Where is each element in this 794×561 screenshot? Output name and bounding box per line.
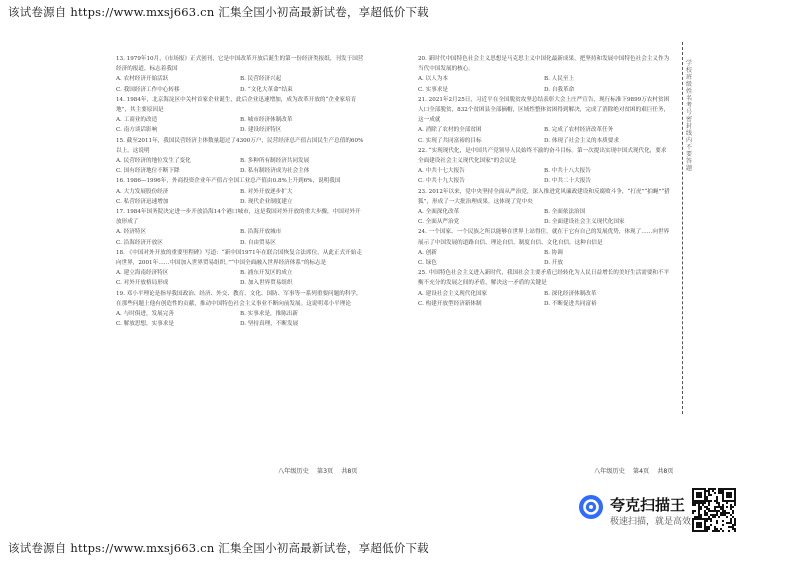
question-item [418,187,670,228]
answer-option: B. 多种所有制经济共同发展 [240,158,310,165]
question-stem: 15. 截至2011年，我国民营经济主体数量超过了4300万户，民营经济总产值占国民生产总值的60%以上。这说明 [116,137,364,154]
answer-option: A. 建立海南经济特区 [116,270,169,277]
answer-options [418,248,670,268]
question-item [418,146,670,187]
answer-option: A. 经济特区 [116,229,146,236]
right-page [418,54,670,309]
answer-option: B. 沿海开放城市 [240,229,282,236]
answer-option: B. 完成了农村经济改革任务 [544,127,614,134]
answer-option: C. 中共十九大报告 [418,178,465,185]
answer-option: A. 全面深化改革 [418,209,460,216]
question-stem: 19. 邓小平理论是指导我国政治、经济、外交、教育、文化、国防、军事等一系列重要问题的科学，在那些问题上他有创造性的贡献，推动中国特色社会主义事业不断向前发展。这说明邓小平理论 [116,290,362,307]
answer-option: B. 协调 [544,249,563,256]
page-total: 共8页 [657,468,674,475]
answer-option: C. 实现了共同富裕的目标 [418,137,482,144]
answer-option: D. 不断促进共同富裕 [544,300,597,307]
answer-option: A. 工商业的改造 [116,117,158,124]
question-item [116,207,364,248]
answer-option: A. 民营经济的地位发生了变化 [116,158,191,165]
answer-option: B. 对外开放逐步扩大 [240,188,293,195]
quark-logo-icon [578,494,604,520]
answer-option: C. 私营经济迅速增加 [116,198,169,205]
question-item [116,54,364,95]
question-item [418,268,670,309]
answer-option: A. 中共十七大报告 [418,168,465,175]
question-stem: 22. “实现现代化，是中国共产党领导人民始终不渝的奋斗目标。第一次提出实现中国式现代化，要求全面建设社会主义现代化国家”的会议是 [418,147,667,165]
seal-line [682,42,683,414]
answer-option: D. 全面建设社会主义现代化国家 [544,219,625,226]
answer-options [116,156,364,176]
qr-code-icon [692,488,736,532]
question-stem: 16. 1986—1996年，外商投资企业年产值占全国工业总产值由0.8%上升到6%，说明我国 [116,178,341,185]
subject-label: 八年级历史 [594,468,625,475]
answer-option: D. 开放 [544,260,564,267]
question-item [116,136,364,177]
subject-label: 八年级历史 [278,468,309,475]
question-stem: 13. 1979年10月，《市场报》正式创刊，它是中国改革开放后诞生的第一份经济类报纸，刊发于国营经济的报道，标志着我国 [116,56,364,73]
answer-option: C. 对外开放格局形成 [116,280,169,287]
question-stem: 23. 2012年以来，党中央坚持全面从严治党，深入推进党风廉政建设和反腐败斗争，“打虎”“拍蝇”“猎狐”，形成了一大批治理成果。这体现了党中央 [418,188,670,205]
question-item [116,95,364,136]
question-item [116,176,364,207]
answer-option: D. 建设经济特区 [240,127,282,134]
answer-option: C. 南方谈话影响 [116,127,158,134]
answer-option: B. 全面依法治国 [544,209,586,216]
answer-option: C. 实事求是 [418,86,449,93]
answer-option: D. 私有制经济成为社会主体 [240,168,310,175]
question-stem: 17. 1984年国务院决定进一步开放沿海14个港口城市，这是我国对外开放的重大步骤，中国对外开放形成了 [116,209,361,226]
answer-option: C. 构建开放型经济新体制 [418,300,482,307]
page-number: 第4页 [632,468,650,475]
answer-options [116,309,364,329]
answer-option: A. 与时俱进，发展完善 [116,311,174,318]
answer-option: A. 消除了农村的全部贫困 [418,127,482,134]
answer-option: C. 沿海经济开放区 [116,239,163,246]
question-stem: 24. 一个国家、一个民族之所以能够在世界上站得住，就在于它有自己的发展优势，体现了……向世界展示了中国发展的道路自信、理论自信、制度自信、文化自信。这种自信是 [418,229,670,246]
question-stem: 14. 1984年，北京海淀区中关村首家企业诞生，此后企业迅速增加，成为改革开放的“企业家培育地”，其主要原因是 [116,96,357,114]
question-item [418,95,670,146]
answer-option: D. 现代企业制度建立 [240,198,293,205]
answer-option: D. 体现了社会主义的本质要求 [544,137,619,144]
question-stem: 21. 2021年2月25日，习近平在全国脱贫攻坚总结表彰大会上庄严宣告，现行标准下9899万农村贫困人口全部脱贫，832个贫困县全部摘帽，区域性整体贫困得到解决，完成了消除绝对贫困的艰巨任务，这一成就 [418,96,670,124]
right-page-footer [594,466,680,475]
answer-option: A. 创新 [418,249,437,256]
answer-option: B. 人民至上 [544,76,575,83]
answer-options [116,187,364,207]
answer-option: B. 深化经济体制改革 [544,290,597,297]
left-page-footer [278,466,364,475]
question-stem: 20. 新时代中国特色社会主义思想是马克思主义中国化最新成果，把坚持和发展中国特色社会主义作为当代中国发展的核心。 [418,56,670,73]
page-number: 第3页 [316,468,334,475]
answer-options [116,115,364,135]
source-banner-bottom: 该试卷源自 https://www.mxsj663.cn 汇集全国小初高最新试卷，享超低价下载 [8,541,429,555]
question-item [116,248,364,289]
seal-line-text: 学校班级姓名考号密封线内不要答题 [686,60,693,172]
answer-option: A. 建设社会主义现代化国家 [418,290,488,297]
answer-option: D. “文化大革命”结束 [240,86,293,93]
left-page [116,54,364,329]
answer-option: A. 农村经济开始活跃 [116,76,169,83]
exam-sheet [110,54,690,475]
answer-option: D. 加入世界贸易组织 [240,280,293,287]
answer-option: B. 中共十八大报告 [544,168,591,175]
answer-option: B. 民营经济兴起 [240,76,282,83]
answer-options [418,207,670,227]
answer-options [116,268,364,288]
question-stem: 18. 《中国对外开放的重要里程碑》写道：“新中国1971年在联合国恢复合法席位，从此正式开始走向世界，2001年……中国加入世界贸易组织。”“中国全面融入世界经济体系”的标志是 [116,249,362,267]
question-item [418,227,670,268]
answer-options [418,74,670,94]
answer-option: A. 以人为本 [418,76,448,83]
source-banner-top: 该试卷源自 https://www.mxsj663.cn 汇集全国小初高最新试卷，享超低价下载 [8,5,429,19]
answer-option: C. 国有经济地位不断下降 [116,168,180,175]
brand-name: 夸克扫描王 [610,496,686,514]
answer-option: D. 自我革命 [544,86,575,93]
answer-options [418,289,670,309]
answer-options [116,74,364,94]
answer-option: B. 城市经济体制改革 [240,117,293,124]
question-stem: 25. 中国特色社会主义进入新时代，我国社会主要矛盾已经转化为人民日益增长的美好生活需要和不平衡不充分的发展之间的矛盾，解决这一矛盾的关键是 [418,270,670,287]
answer-options [418,166,670,186]
answer-option: A. 大力发展股份经济 [116,188,169,195]
answer-option: D. 坚持真理，不断发展 [240,321,299,328]
answer-option: B. 浦东开发区的成立 [240,270,293,277]
answer-option: C. 全面从严治党 [418,219,460,226]
answer-options [116,227,364,247]
brand-slogan: 极速扫描，就是高效 [610,517,692,527]
answer-option: C. 绿色 [418,260,437,267]
answer-option: C. 我国经济工作中心转移 [116,86,180,93]
answer-option: C. 解放思想，实事求是 [116,321,174,328]
answer-options [418,125,670,145]
page-total: 共8页 [341,468,358,475]
answer-option: B. 实事求是，推陈出新 [240,311,299,318]
question-item [418,54,670,95]
question-item [116,289,364,330]
answer-option: D. 中共二十大报告 [544,178,591,185]
answer-option: D. 自由贸易区 [240,239,276,246]
